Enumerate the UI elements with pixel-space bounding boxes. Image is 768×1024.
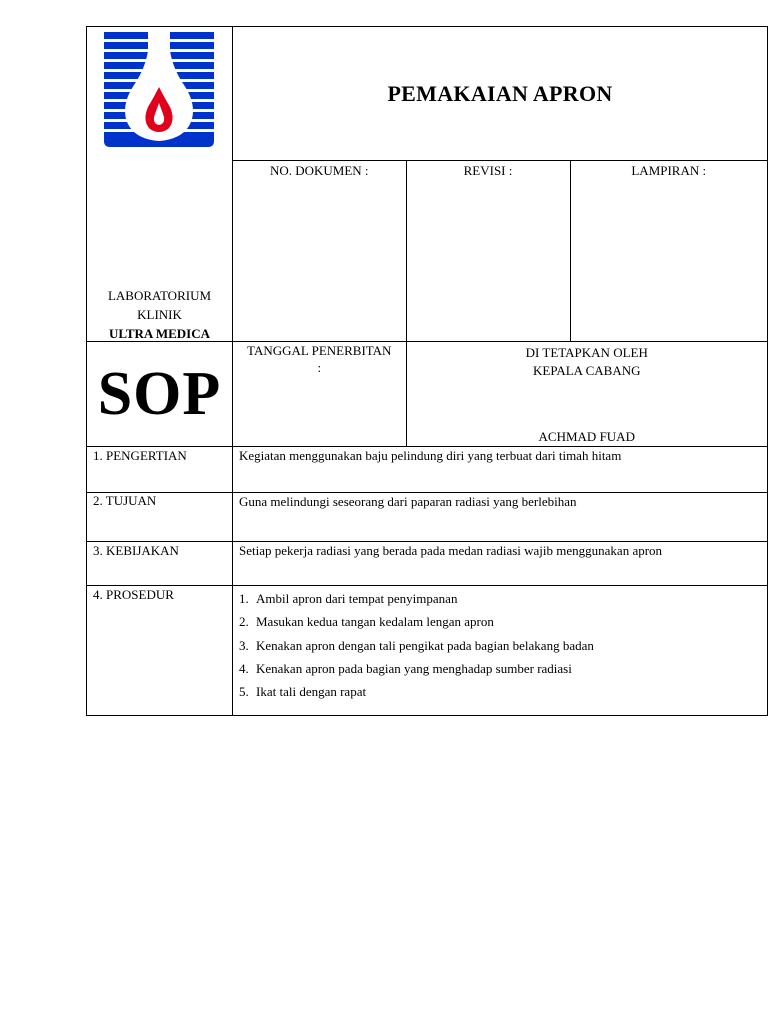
lab-name-line2: KLINIK [137, 307, 182, 322]
list-item: 2. Masukan kedua tangan kedalam lengan apron [239, 614, 494, 630]
revisi-field: REVISI : [406, 161, 570, 341]
list-item: 5. Ikat tali dengan rapat [239, 684, 367, 700]
section-row-tujuan [87, 493, 768, 542]
list-item: 1. Ambil apron dari tempat penyimpanan [239, 591, 458, 606]
ditetapkan-field [406, 342, 767, 446]
lab-name [87, 286, 232, 343]
sop-document-table [86, 26, 768, 716]
issuance-table [233, 342, 767, 446]
procedure-cell [233, 586, 768, 716]
signer-name: ACHMAD FUAD [538, 429, 635, 444]
document-title: PEMAKAIAN APRON [387, 80, 613, 106]
lampiran-field: LAMPIRAN : [570, 161, 767, 341]
lab-name-line3: ULTRA MEDICA [108, 326, 210, 341]
section-row-pengertian [87, 447, 768, 493]
section-label: 4. PROSEDUR [87, 586, 233, 716]
tanggal-label: TANGGAL PENERBITAN [247, 343, 392, 358]
section-label: 1. PENGERTIAN [87, 447, 233, 493]
section-row-prosedur [87, 586, 768, 716]
title-cell [233, 27, 768, 161]
issuance-cell [233, 342, 768, 447]
sop-label: SOP [97, 359, 222, 428]
lab-header-cell [87, 27, 233, 342]
section-text: Setiap pekerja radiasi yang berada pada medan radiasi wajib menggunakan apron [233, 542, 768, 586]
lab-logo-icon [104, 29, 214, 147]
ditetapkan-line1: DI TETAPKAN OLEH [525, 345, 648, 360]
section-row-kebijakan [87, 542, 768, 586]
no-dokumen-field: NO. DOKUMEN : [269, 163, 369, 178]
list-item: 4. Kenakan apron pada bagian yang menghadap sumber radiasi [239, 660, 572, 676]
section-label: 2. TUJUAN [87, 493, 233, 542]
ditetapkan-line2: KEPALA CABANG [532, 363, 641, 378]
procedure-list [239, 587, 767, 703]
tanggal-penerbitan-field [233, 342, 406, 446]
section-text: Guna melindungi seseorang dari paparan radiasi yang berlebihan [233, 493, 768, 542]
section-label: 3. KEBIJAKAN [87, 542, 233, 586]
section-text: Kegiatan menggunakan baju pelindung diri yang terbuat dari timah hitam [233, 447, 768, 493]
meta-cell [233, 161, 768, 342]
meta-table [233, 161, 767, 341]
sop-cell [87, 342, 233, 447]
tanggal-colon: : [317, 360, 322, 375]
lab-name-line1: LABORATORIUM [107, 288, 212, 303]
list-item: 3. Kenakan apron dengan tali pengikat pada bagian belakang badan [239, 637, 594, 653]
